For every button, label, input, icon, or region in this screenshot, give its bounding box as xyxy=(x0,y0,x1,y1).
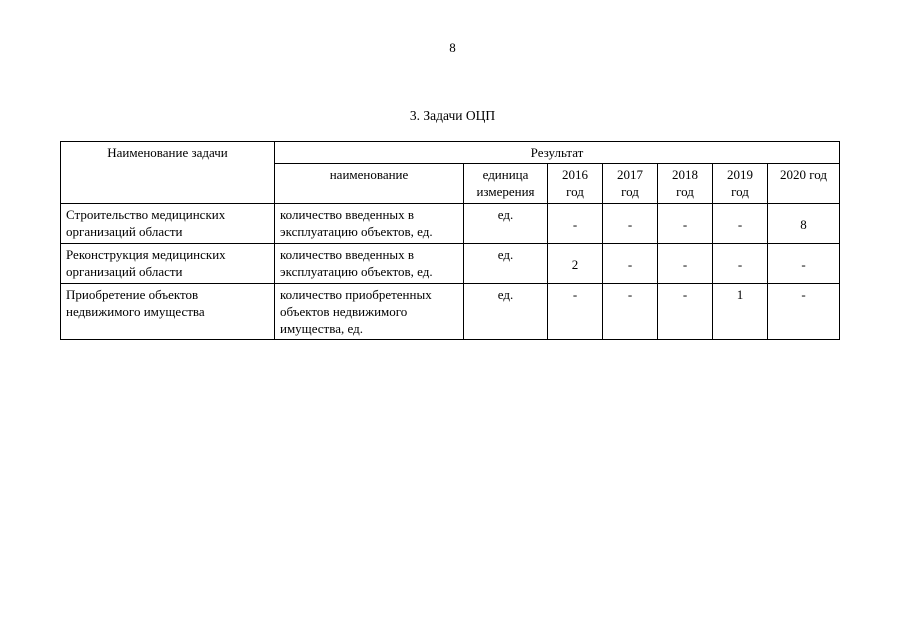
indicator-name-cell: количество введенных в эксплуатацию объектов, ед. xyxy=(275,204,464,244)
value-2017-cell: - xyxy=(603,204,658,244)
value-2019-cell: - xyxy=(713,244,768,284)
table-row xyxy=(61,244,840,284)
value-2016-cell: - xyxy=(548,204,603,244)
header-year-2018: 2018 год xyxy=(658,164,713,204)
value-2016-cell: 2 xyxy=(548,244,603,284)
unit-cell: ед. xyxy=(464,244,548,284)
value-2019-cell: 1 xyxy=(713,284,768,340)
header-year-2016: 2016 год xyxy=(548,164,603,204)
unit-cell: ед. xyxy=(464,204,548,244)
section-title: 3. Задачи ОЦП xyxy=(409,108,496,123)
header-task-name: Наименование задачи xyxy=(61,142,275,204)
header-result: Результат xyxy=(275,142,840,164)
value-2020-cell: - xyxy=(768,244,840,284)
value-2017-cell: - xyxy=(603,244,658,284)
header-row-1 xyxy=(61,142,840,164)
value-2019-cell: - xyxy=(713,204,768,244)
value-2016-cell: - xyxy=(548,284,603,340)
table-row xyxy=(61,284,840,340)
value-2018-cell: - xyxy=(658,244,713,284)
task-cell: Приобретение объектов недвижимого имущества xyxy=(61,284,275,340)
header-unit: единица измерения xyxy=(464,164,548,204)
indicator-name-cell: количество приобретенных объектов недвижимого имущества, ед. xyxy=(275,284,464,340)
value-2020-cell: 8 xyxy=(768,204,840,244)
value-2020-cell: - xyxy=(768,284,840,340)
page-number: 8 xyxy=(449,40,456,55)
header-year-2020: 2020 год xyxy=(768,164,840,204)
task-cell: Реконструкция медицинских организаций области xyxy=(61,244,275,284)
header-name: наименование xyxy=(275,164,464,204)
header-year-2019: 2019 год xyxy=(713,164,768,204)
value-2017-cell: - xyxy=(603,284,658,340)
table-row xyxy=(61,204,840,244)
indicator-name-cell: количество введенных в эксплуатацию объектов, ед. xyxy=(275,244,464,284)
value-2018-cell: - xyxy=(658,204,713,244)
header-year-2017: 2017 год xyxy=(603,164,658,204)
unit-cell: ед. xyxy=(464,284,548,340)
tasks-table xyxy=(60,141,840,340)
value-2018-cell: - xyxy=(658,284,713,340)
task-cell: Строительство медицинских организаций области xyxy=(61,204,275,244)
